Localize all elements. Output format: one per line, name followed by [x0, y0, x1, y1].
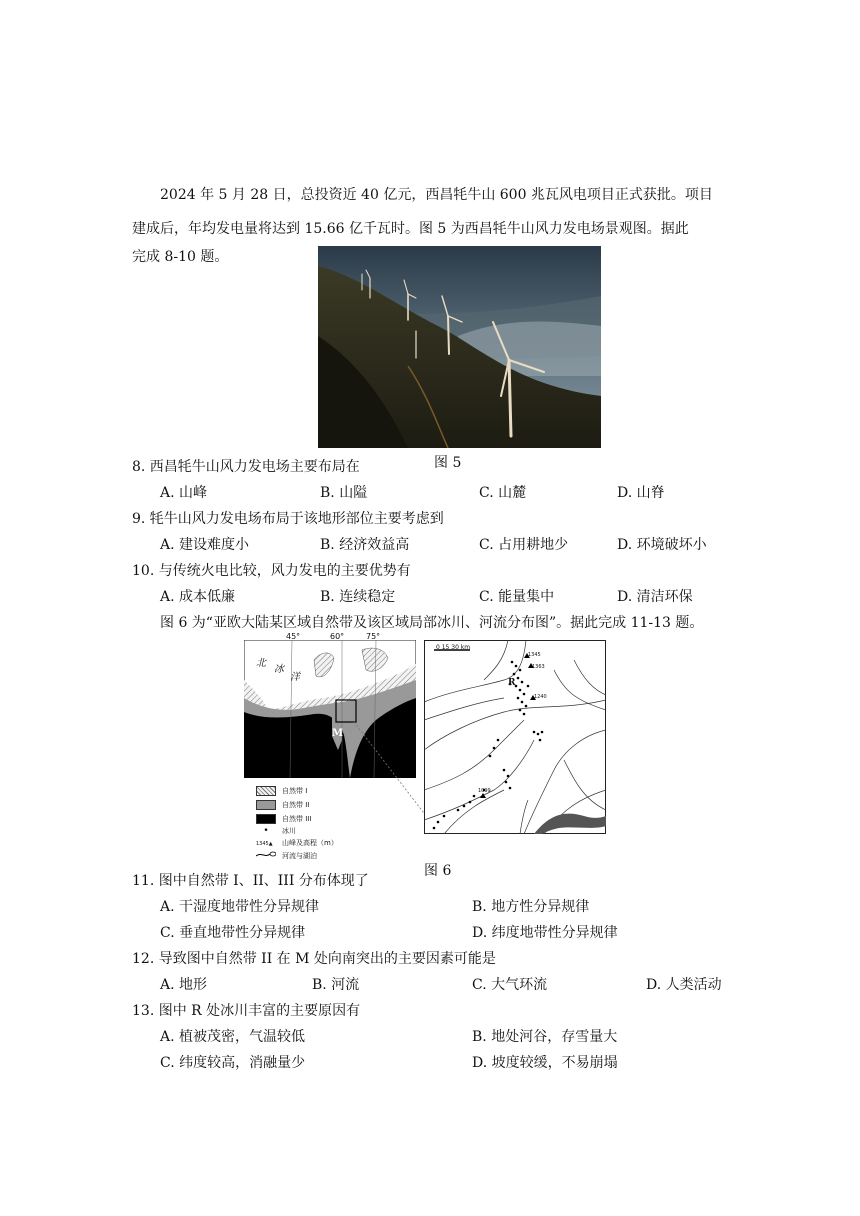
q13-option-d[interactable]: D. 坡度较缓，不易崩塌: [472, 1055, 618, 1071]
legend-swatch-zone-1: [256, 786, 276, 796]
point-r-label: R: [508, 678, 516, 688]
q8-option-a[interactable]: A. 山峰: [160, 485, 208, 501]
legend-label-peak: 山峰及高程（m）: [282, 839, 338, 847]
legend-river: [256, 850, 317, 861]
legend-zone-2: [256, 800, 309, 810]
q12-option-d[interactable]: D. 人类活动: [646, 977, 722, 993]
intro-2: 图 6 为“亚欧大陆某区域自然带及该区域局部冰川、河流分布图”。据此完成 11-13 题。: [160, 615, 704, 631]
map-scale-label: 0 15 30 km: [436, 644, 471, 651]
q10-option-d[interactable]: D. 清洁环保: [617, 589, 693, 605]
intro-line-2: 建成后，年均发电量将达到 15.66 亿千瓦时。图 5 为西昌牦牛山风力发电场景观图。据此: [132, 221, 689, 237]
peak-label-1240: 1240: [534, 694, 547, 700]
q11-option-b[interactable]: B. 地方性分异规律: [472, 899, 590, 915]
q11-option-d[interactable]: D. 纬度地带性分异规律: [472, 925, 618, 941]
q12-option-b[interactable]: B. 河流: [312, 977, 360, 993]
q13-option-a[interactable]: A. 植被茂密，气温较低: [160, 1029, 306, 1045]
legend-label-zone-1: 自然带 I: [282, 787, 308, 795]
question-8-stem: 8. 西昌牦牛山风力发电场主要布局在: [132, 459, 360, 475]
sea-label-char-2: 冰: [274, 664, 284, 675]
glacier-river-map: [424, 640, 606, 834]
q10-option-a[interactable]: A. 成本低廉: [160, 589, 236, 605]
q8-option-b[interactable]: B. 山隘: [320, 485, 368, 501]
question-13-stem: 13. 图中 R 处冰川丰富的主要原因有: [132, 1003, 361, 1019]
peak-label-1345: 1345: [528, 652, 541, 658]
question-10-stem: 10. 与传统火电比较，风力发电的主要优势有: [132, 563, 411, 579]
figure-5-caption: 图 5: [434, 455, 462, 471]
q11-option-c[interactable]: C. 垂直地带性分异规律: [160, 925, 306, 941]
q9-option-d[interactable]: D. 环境破坏小: [617, 537, 707, 553]
legend-zone-3: [256, 814, 311, 824]
legend-zone-1: [256, 786, 307, 796]
peak-label-1363: 1363: [532, 664, 545, 670]
legend-label-zone-2: 自然带 II: [282, 801, 310, 809]
q10-option-c[interactable]: C. 能量集中: [479, 589, 555, 605]
longitude-label-60: 60°: [330, 632, 345, 641]
q13-option-b[interactable]: B. 地处河谷，存雪量大: [472, 1029, 618, 1045]
longitude-label-45: 45°: [286, 632, 301, 641]
river-line-icon: [256, 850, 276, 860]
q8-option-c[interactable]: C. 山麓: [479, 485, 527, 501]
question-11-stem: 11. 图中自然带 I、II、III 分布体现了: [132, 873, 369, 889]
peak-label-1099: 1099: [478, 788, 491, 794]
legend-swatch-zone-2: [256, 800, 276, 810]
wind-farm-illustration: [318, 246, 601, 448]
point-m-label: M: [332, 728, 344, 739]
peak-triangle-icon: 1345▲: [256, 841, 273, 847]
figure-6-caption: 图 6: [424, 863, 452, 879]
q12-option-c[interactable]: C. 大气环流: [472, 977, 548, 993]
q9-option-b[interactable]: B. 经济效益高: [320, 537, 410, 553]
q9-option-a[interactable]: A. 建设难度小: [160, 537, 250, 553]
q12-option-a[interactable]: A. 地形: [160, 977, 208, 993]
q11-option-a[interactable]: A. 干湿度地带性分异规律: [160, 899, 320, 915]
legend-swatch-zone-3: [256, 814, 276, 824]
legend-glacier: [256, 826, 296, 836]
q9-option-c[interactable]: C. 占用耕地少: [479, 537, 569, 553]
legend-label-river: 河流与湖泊: [282, 852, 317, 860]
question-12-stem: 12. 导致图中自然带 II 在 M 处向南突出的主要因素可能是: [132, 951, 496, 967]
q8-option-d[interactable]: D. 山脊: [617, 485, 665, 501]
legend-peak: [256, 838, 338, 848]
wind-farm-photo: [318, 246, 601, 448]
legend-label-zone-3: 自然带 III: [282, 815, 312, 823]
question-9-stem: 9. 牦牛山风力发电场布局于该地形部位主要考虑到: [132, 511, 444, 527]
intro-line-3: 完成 8-10 题。: [132, 249, 229, 265]
sea-label-char-1: 北: [256, 658, 266, 669]
legend-peak-prefix: 1345: [256, 841, 269, 847]
longitude-label-75: 75°: [366, 632, 381, 641]
q13-option-c[interactable]: C. 纬度较高，消融量少: [160, 1055, 306, 1071]
glacier-dot-icon: •: [263, 826, 269, 836]
intro-line-1: 2024 年 5 月 28 日，总投资近 40 亿元，西昌牦牛山 600 兆瓦风电项目正式获批。项目: [160, 187, 713, 203]
legend-label-glacier: 冰川: [282, 827, 296, 835]
sea-label-char-3: 洋: [290, 672, 300, 683]
q10-option-b[interactable]: B. 连续稳定: [320, 589, 396, 605]
